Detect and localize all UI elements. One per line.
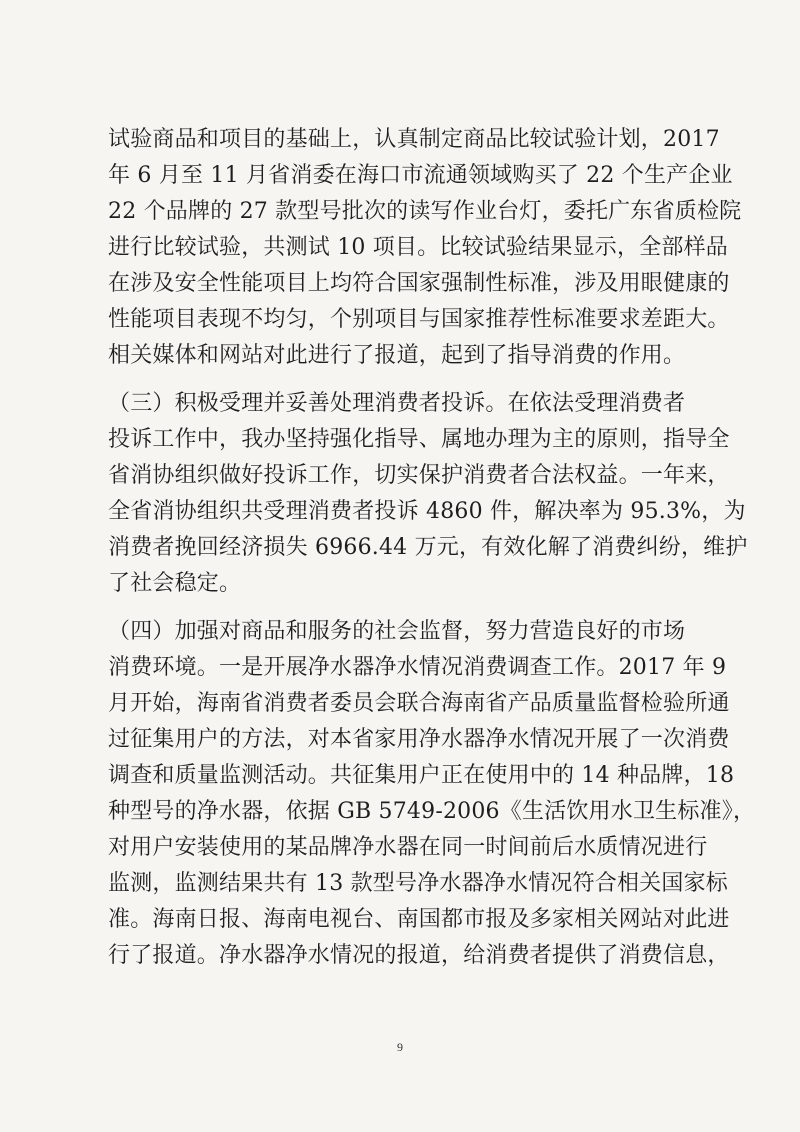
text-line: 消费环境。一是开展净水器净水情况消费调查工作。2017 年 9 <box>108 655 727 680</box>
text-line: 年 6 月至 11 月省消委在海口市流通领域购买了 22 个生产企业 <box>108 163 733 188</box>
text-line: 种型号的净水器，依据 GB 5749-2006《生活饮用水卫生标准》， <box>108 799 756 824</box>
text-line: 全省消协组织共受理消费者投诉 4860 件，解决率为 95.3%，为 <box>108 499 746 524</box>
text-line: 行了报道。净水器净水情况的报道，给消费者提供了消费信息， <box>108 943 730 968</box>
text-line: 试验商品和项目的基础上，认真制定商品比较试验计划，2017 <box>108 127 720 152</box>
page-number: 9 <box>397 1040 403 1054</box>
text-line: 过征集用户的方法，对本省家用净水器净水情况开展了一次消费 <box>108 727 730 752</box>
text-line: 了社会稳定。 <box>108 571 242 596</box>
text-line: 消费者挽回经济损失 6966.44 万元，有效化解了消费纠纷，维护 <box>108 535 748 560</box>
text-line: 投诉工作中，我办坚持强化指导、属地办理为主的原则，指导全 <box>108 427 730 452</box>
text-line: 进行比较试验，共测试 10 项目。比较试验结果显示，全部样品 <box>108 235 728 260</box>
text-line: 月开始，海南省消费者委员会联合海南省产品质量监督检验所通 <box>108 691 730 716</box>
text-line: 性能项目表现不均匀，个别项目与国家推荐性标准要求差距大。 <box>108 307 730 332</box>
text-line: 相关媒体和网站对此进行了报道，起到了指导消费的作用。 <box>108 343 686 368</box>
text-line: 省消协组织做好投诉工作，切实保护消费者合法权益。一年来， <box>108 463 730 488</box>
text-line: 22 个品牌的 27 款型号批次的读写作业台灯，委托广东省质检院 <box>108 199 742 224</box>
section-heading-3: （三）积极受理并妥善处理消费者投诉。在依法受理消费者 <box>108 391 686 416</box>
text-line: 在涉及安全性能项目上均符合国家强制性标准，涉及用眼健康的 <box>108 271 730 296</box>
text-line: 监测，监测结果共有 13 款型号净水器净水情况符合相关国家标 <box>108 871 728 896</box>
text-line: 对用户安装使用的某品牌净水器在同一时间前后水质情况进行 <box>108 835 708 860</box>
text-line: 准。海南日报、海南电视台、南国都市报及多家相关网站对此进 <box>108 907 730 932</box>
text-line: 调查和质量监测活动。共征集用户正在使用中的 14 种品牌，18 <box>108 763 735 788</box>
section-heading-4: （四）加强对商品和服务的社会监督，努力营造良好的市场 <box>108 619 686 644</box>
